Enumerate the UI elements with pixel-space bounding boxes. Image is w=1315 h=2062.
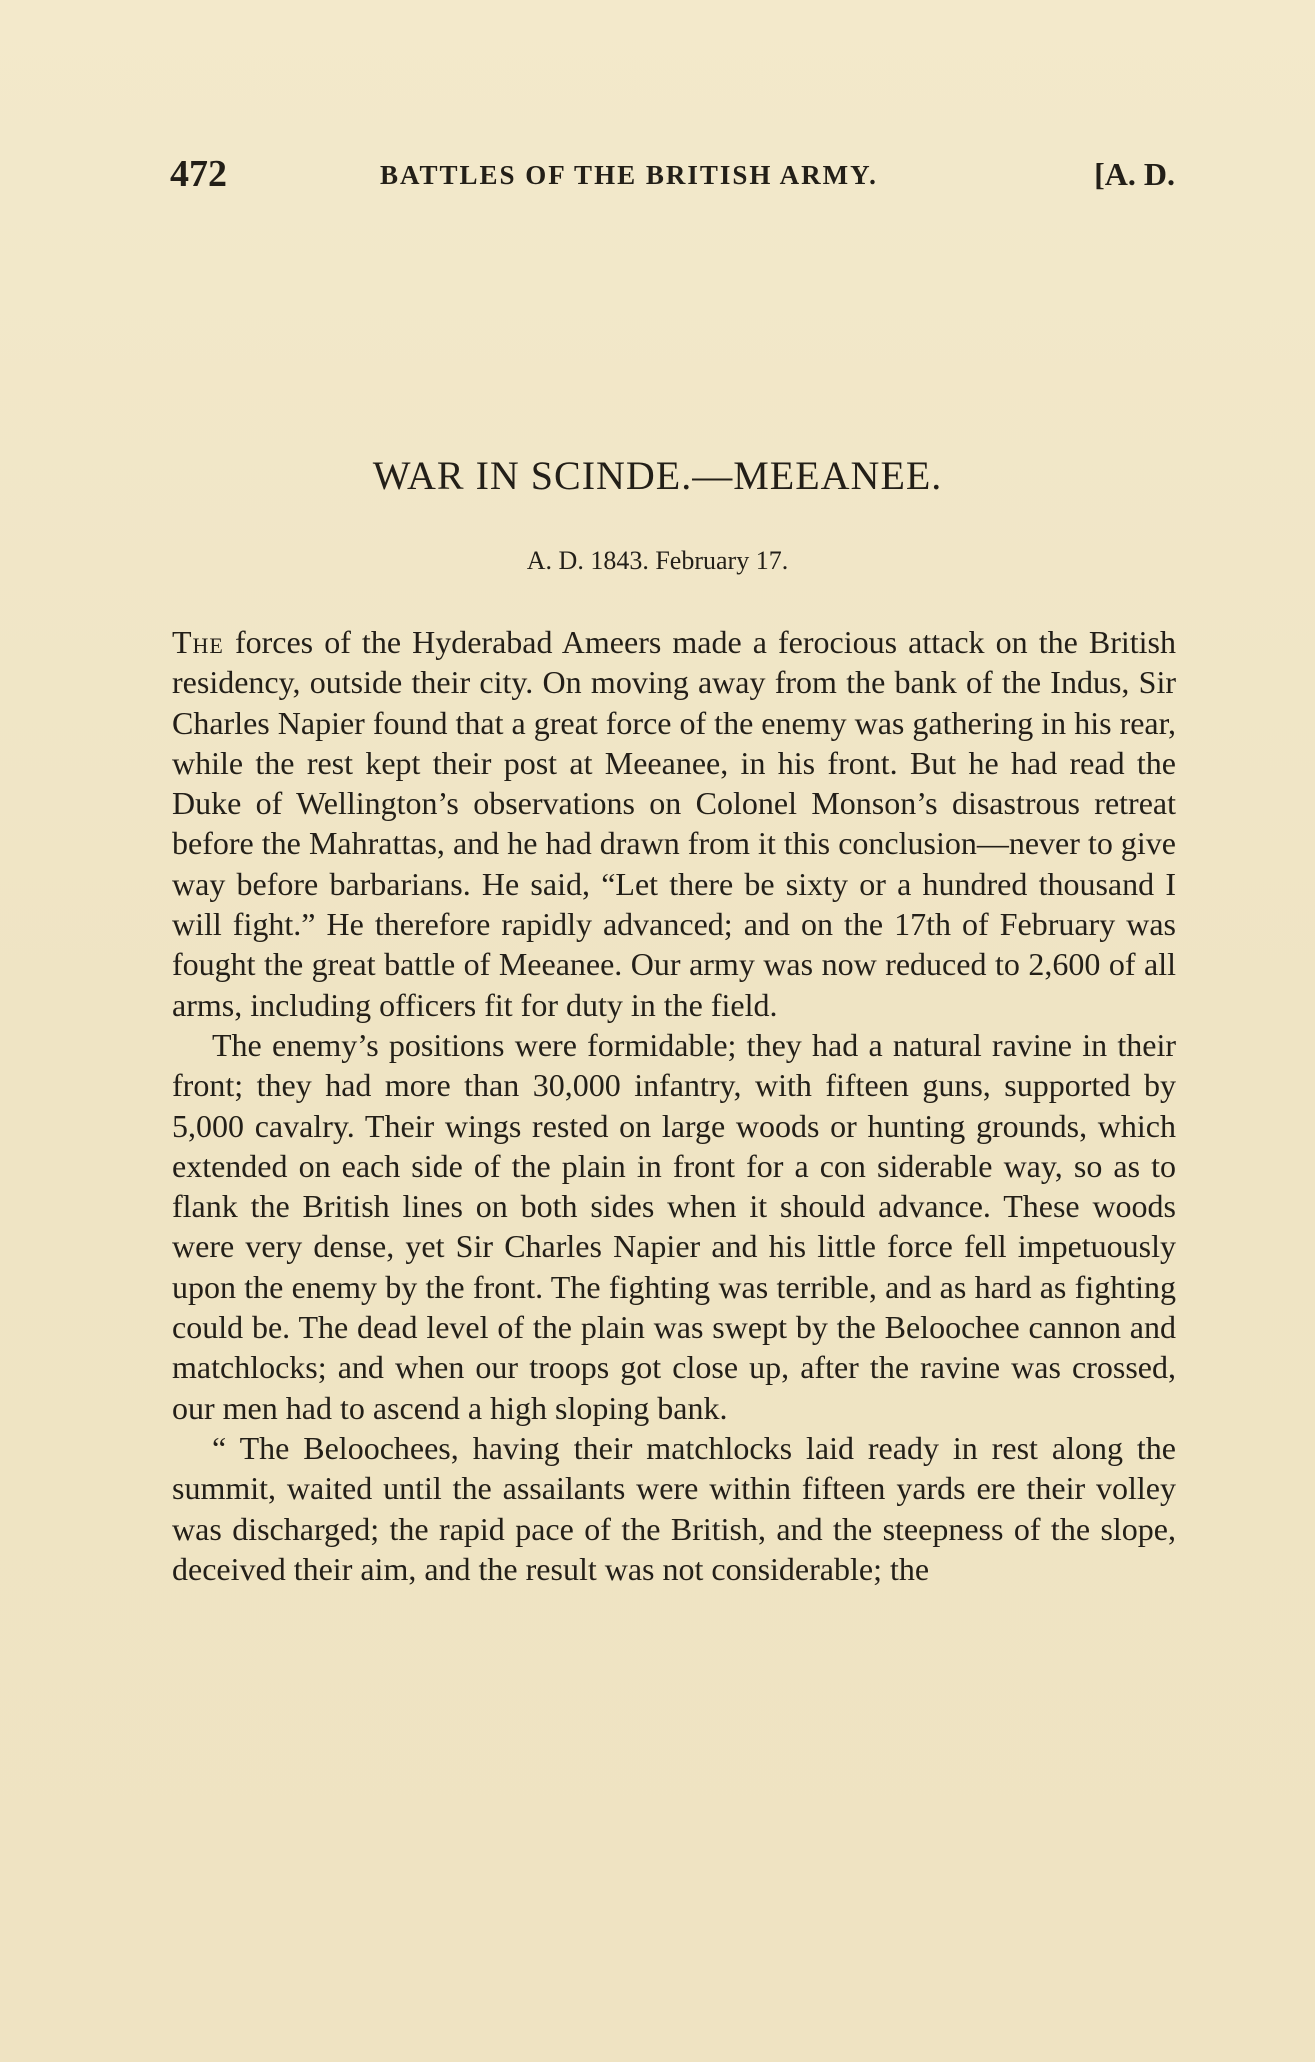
running-date: [A. D.: [1094, 156, 1175, 192]
running-head: [170, 153, 1175, 200]
paragraph-lead-word: The: [172, 624, 224, 660]
paragraph-1: [172, 622, 1176, 1025]
body-text: [172, 622, 1176, 1589]
running-title: BATTLES OF THE BRITISH ARMY.: [380, 160, 878, 190]
page-number: 472: [170, 153, 227, 195]
paragraph-1-text: forces of the Hyderabad Ameers made a ferocious attack on the British residency, outside their city. On moving away from the bank of the Indus, Sir Charles Napier found that a great force of the enemy was gathering in his rear, while the rest kept their post at Meeanee, in his front. But he had read the Duke of Wellington’s observations on Colonel Monson’s disastrous retreat before the Mahrattas, and he had drawn from it this conclusion—never to give way before barbarians. He said, “Let there be sixty or a hundred thousand I will fight.” He therefore rapidly advanced; and on the 17th of February was fought the great battle of Meeanee. Our army was now reduced to 2,600 of all arms, including officers fit for duty in the field.: [172, 624, 1176, 1023]
paragraph-2: The enemy’s positions were formidable; they had a natural ravine in their front; they had more than 30,000 infantry, with fifteen guns, supported by 5,000 cavalry. Their wings rested on large woods or hunting grounds, which extended on each side of the plain in front for a con siderable way, so as to flank the British lines on both sides when it should advance. These woods were very dense, yet Sir Charles Napier and his little force fell impetuously upon the enemy by the front. The fighting was terrible, and as hard as fighting could be. The dead level of the plain was swept by the Beloochee cannon and matchlocks; and when our troops got close up, after the ravine was crossed, our men had to ascend a high sloping bank.: [172, 1026, 1176, 1426]
chapter-dateline: A. D. 1843. February 17.: [526, 546, 789, 575]
chapter-title: WAR IN SCINDE.—MEEANEE.: [372, 453, 943, 498]
paragraph-3: “ The Beloochees, having their matchlocks laid ready in rest along the summit, waited until the assailants were within fifteen yards ere their volley was discharged; the rapid pace of the British, and the steepness of the slope, deceived their aim, and the result was not considerable; the: [172, 1429, 1176, 1587]
